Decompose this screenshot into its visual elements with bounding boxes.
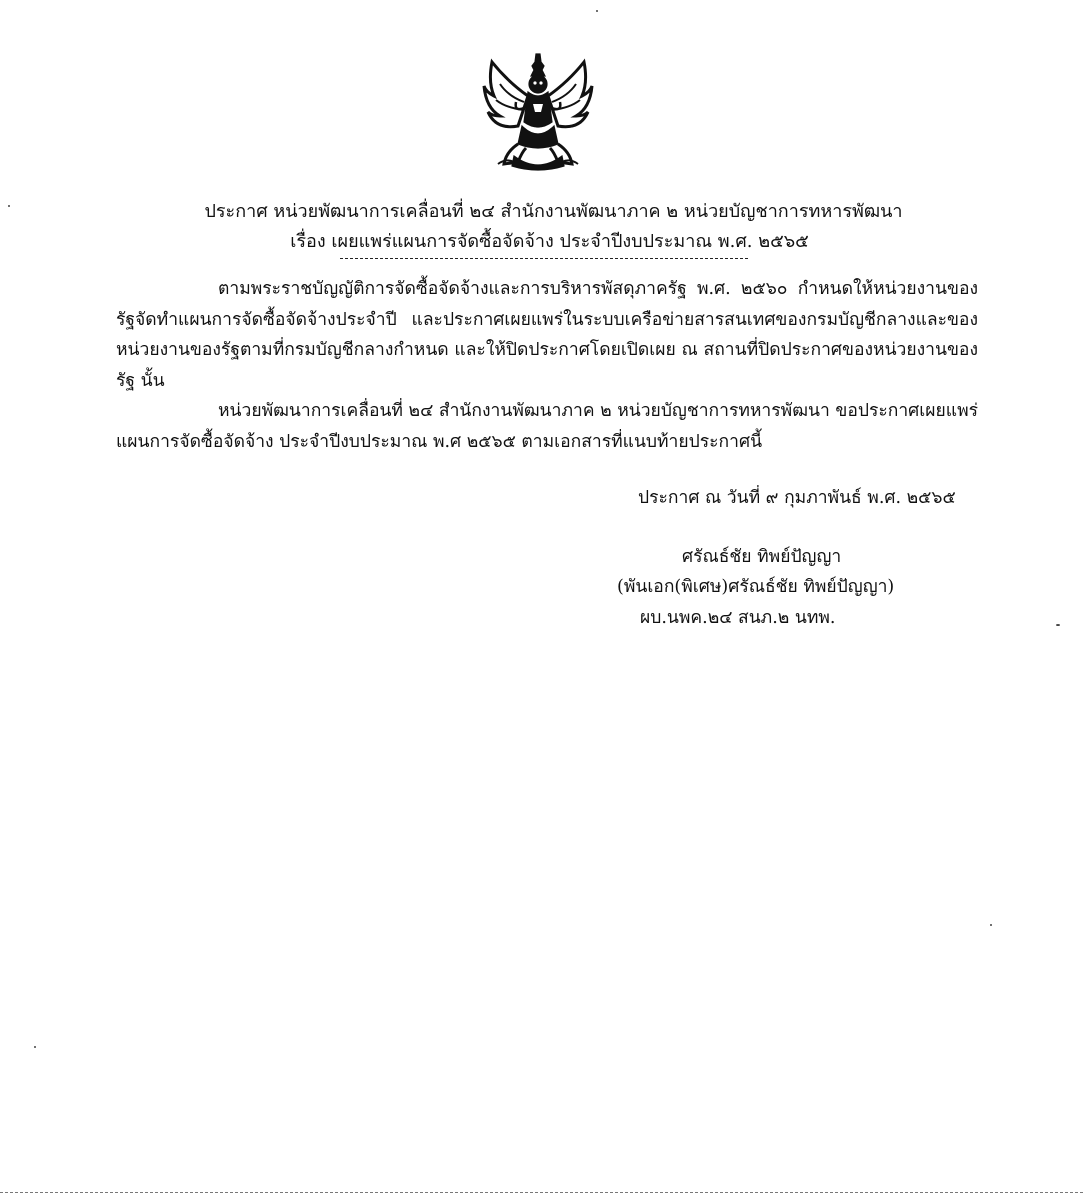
scan-speck [1056,624,1060,626]
scan-speck [34,1046,36,1048]
scan-speck [990,924,992,926]
body-paragraph-2: หน่วยพัฒนาการเคลื่อนที่ ๒๔ สำนักงานพัฒนาภาค ๒ หน่วยบัญชาการทหารพัฒนา ขอประกาศเผยแพร่แผนการจัดซื้อจัดจ้าง ประจำปีงบประมาณ พ.ศ ๒๕๖๕ ตามเอกสารที่แนบท้ายประกาศนี้ [116,401,978,452]
signatory-fullname: (พันเอก(พิเศษ)ศรัณธ์ชัย ทิพย์ปัญญา) [617,577,895,597]
announcement-subject: เรื่อง เผยแพร่แผนการจัดซื้อจัดจ้าง ประจำปีงบประมาณ พ.ศ. ๒๕๖๕ [290,231,809,252]
title-divider [340,258,748,259]
scan-edge-line [0,1192,1083,1193]
body-paragraph-1: ตามพระราชบัญญัติการจัดซื้อจัดจ้างและการบริหารพัสดุภาครัฐ พ.ศ. ๒๕๖๐ กำหนดให้หน่วยงานของรัฐจัดทำแผนการจัดซื้อจัดจ้างประจำปี และประกาศเผยแพร่ในระบบเครือข่ายสารสนเทศของกรมบัญชีกลางและของหน่วยงานของรัฐตามที่กรมบัญชีกลางกำหนด และให้ปิดประกาศโดยเปิดเผย ณ สถานที่ปิดประกาศของหน่วยงานของรัฐ นั้น [116,279,978,391]
signatory-position: ผบ.นพค.๒๔ สนภ.๒ นทพ. [640,608,836,628]
scan-speck [8,205,10,207]
scan-speck [596,10,598,12]
announcement-date: ประกาศ ณ วันที่ ๙ กุมภาพันธ์ พ.ศ. ๒๕๖๕ [638,488,956,508]
announcement-title: ประกาศ หน่วยพัฒนาการเคลื่อนที่ ๒๔ สำนักงานพัฒนาภาค ๒ หน่วยบัญชาการทหารพัฒนา [204,201,903,222]
signature: ศรัณธ์ชัย ทิพย์ปัญญา [682,547,842,567]
garuda-emblem-icon [478,52,598,174]
